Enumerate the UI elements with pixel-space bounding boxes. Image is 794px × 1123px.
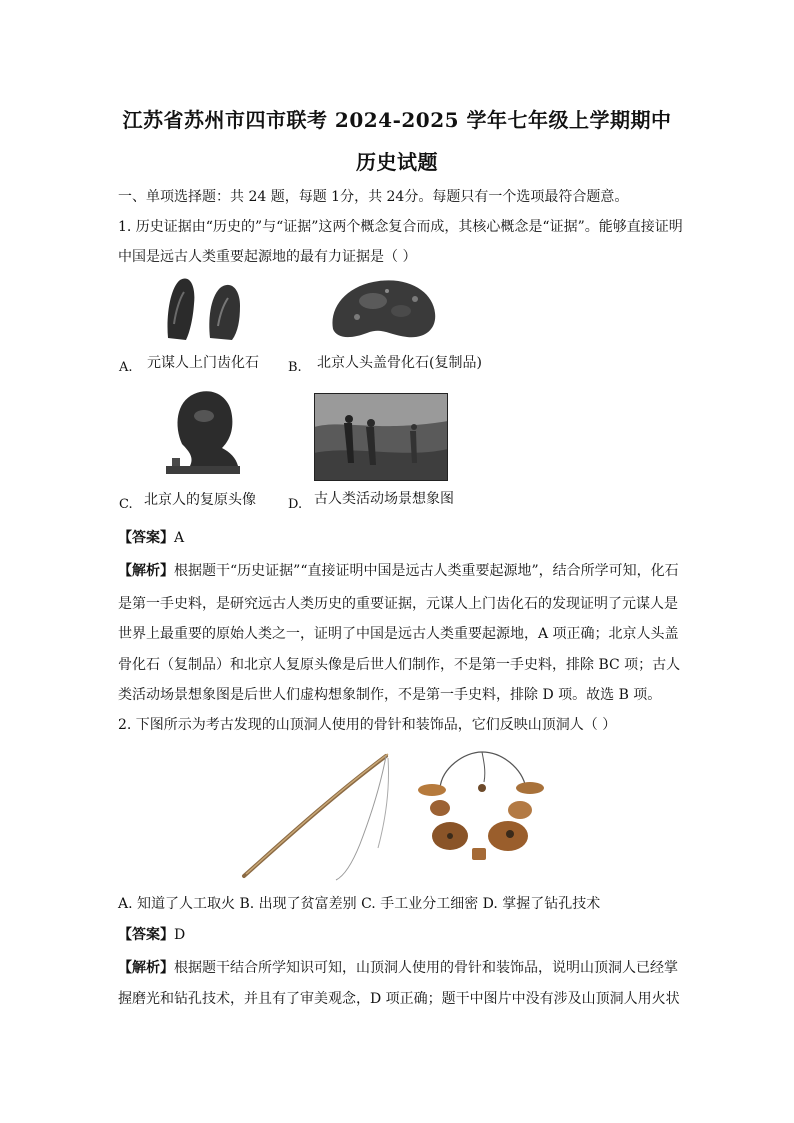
- peking-man-bust-image: [160, 386, 246, 480]
- bone-needle-image: [240, 748, 400, 882]
- q1-analysis-line2: 是第一手史料，是研究远古人类历史的重要证据，元谋人上门齿化石的发现证明了元谋人是: [118, 596, 678, 612]
- q2-options: A. 知道了人工取火 B. 出现了贫富差别 C. 手工业分工细密 D. 掌握了钻孔技术: [118, 896, 601, 912]
- q1-option-d-caption: 古人类活动场景想象图: [314, 491, 454, 507]
- q2-stem: 2. 下图所示为考古发现的山顶洞人使用的骨针和装饰品，它们反映山顶洞人（ ）: [118, 717, 617, 733]
- q1-option-c-letter: C.: [119, 497, 133, 512]
- q1-option-a-letter: A.: [119, 360, 133, 375]
- q2-answer: [118, 925, 185, 945]
- answer-label: 【答案】: [118, 530, 174, 546]
- q2-analysis-line1: 【解析】根据题干结合所学知识可知，山顶洞人使用的骨针和装饰品，说明山顶洞人已经掌: [118, 960, 678, 976]
- q2-analysis-line2: 握磨光和钻孔技术，并且有了审美观念，D 项正确；题干中图片中没有涉及山顶洞人用火状: [118, 991, 680, 1007]
- q1-option-d-letter: D.: [288, 497, 303, 512]
- peking-man-skull-image: [327, 277, 439, 343]
- q1-analysis-line3: 世界上最重要的原始人类之一，证明了中国是远古人类重要起源地，A 项正确；北京人头盖: [118, 626, 679, 642]
- q1-option-a-caption: 元谋人上门齿化石: [147, 355, 259, 371]
- q1-option-b-caption: 北京人头盖骨化石(复制品): [317, 355, 482, 371]
- answer-value: D: [174, 927, 186, 943]
- ornament-necklace-image: [412, 748, 554, 868]
- q1-analysis-line5: 类活动场景想象图是后世人们虚构想象制作，不是第一手史料，排除 D 项。故选 B 项。: [118, 687, 662, 703]
- analysis-label: 【解析】: [118, 960, 174, 976]
- q1-option-b-letter: B.: [288, 360, 302, 375]
- q1-analysis-line1: 【解析】根据题干“历史证据”“直接证明中国是远古人类重要起源地”，结合所学可知，化石: [118, 563, 679, 579]
- answer-value: A: [174, 530, 185, 546]
- q1-option-c-caption: 北京人的复原头像: [144, 492, 256, 508]
- q1-answer: [118, 528, 184, 548]
- analysis-label: 【解析】: [118, 563, 174, 579]
- answer-label: 【答案】: [118, 927, 174, 943]
- yuanmou-teeth-image: [160, 276, 246, 344]
- section-header: 一、单项选择题：共 24 题，每题 1分，共 24分。每题只有一个选项最符合题意。: [118, 189, 629, 205]
- q1-stem-line1: 1. 历史证据由“历史的”与“证据”这两个概念复合而成，其核心概念是“证据”。能够直接证明: [118, 219, 683, 235]
- q1-stem-line2: 中国是远古人类重要起源地的最有力证据是（ ）: [118, 249, 417, 265]
- ancient-human-scene-image: [314, 393, 448, 481]
- exam-subtitle: 历史试题: [356, 150, 438, 174]
- q1-analysis-line4: 骨化石（复制品）和北京人复原头像是后世人们制作，不是第一手史料，排除 BC 项；古人: [118, 657, 681, 673]
- exam-title: 江苏省苏州市四市联考 2024-2025 学年七年级上学期期中: [122, 108, 672, 132]
